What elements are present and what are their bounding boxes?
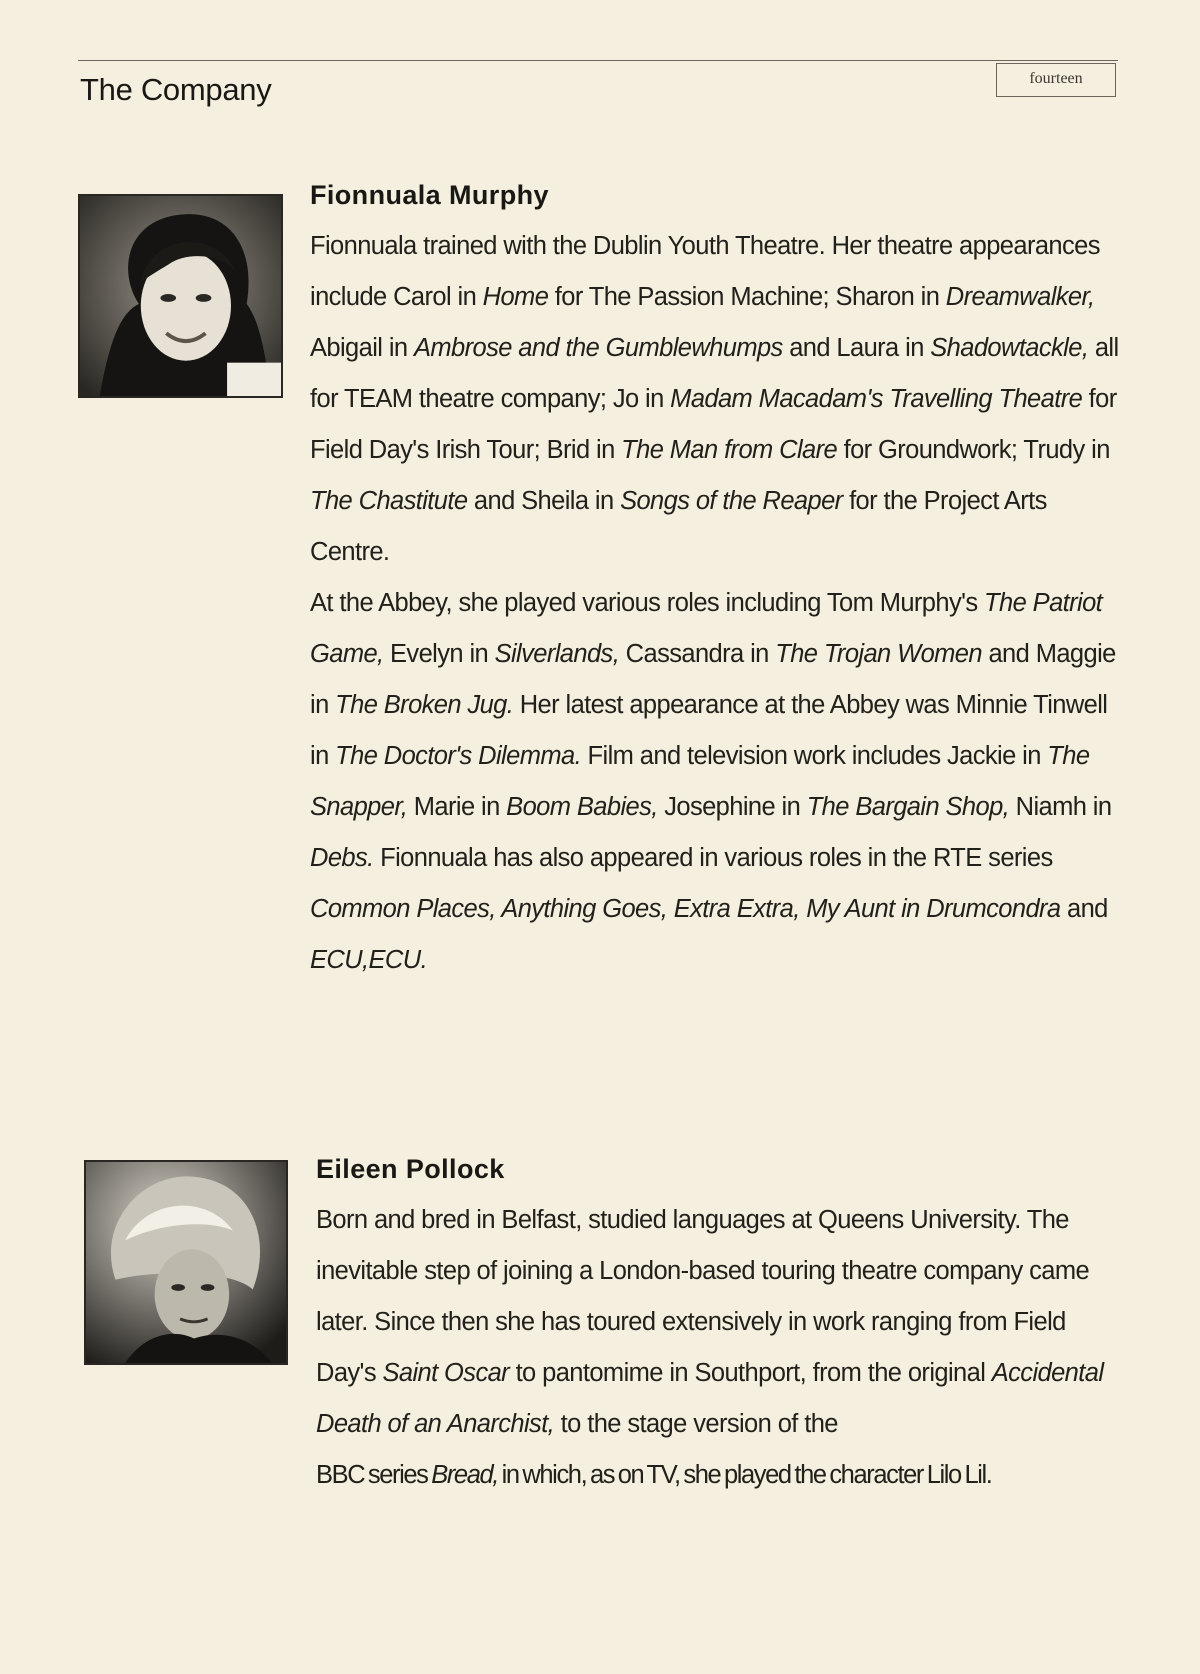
title-italic-run: Saint Oscar [382,1359,510,1387]
title-italic-run: Shadowtackle, [930,334,1089,362]
bio-eileen-pollock [316,1154,1126,1501]
text-run: Marie in [407,793,507,821]
bio-name: Fionnuala Murphy [310,180,549,210]
title-italic-run: Home [482,283,549,311]
title-italic-run: The Snapper, [310,742,1090,821]
title-italic-run: The Doctor's Dilemma. [335,742,582,770]
text-run: Cassandra in [619,640,776,668]
text-run: Fionnuala trained with the Dublin Youth Theatre. Her theatre appearances include Carol in [310,232,1100,311]
title-italic-run: Ambrose and the Gumblewhumps [413,334,783,362]
text-run: Fionnuala has also appeared in various roles in the RTE series [373,844,1053,872]
title-italic-run: The Patriot Game, [310,589,1103,668]
eileen-pollock-photo [84,1160,288,1365]
bio-paragraph [316,1195,1126,1450]
text-run: and Maggie in [310,640,1116,719]
title-italic-run: Bread, [431,1461,498,1489]
text-run: Abigail in [310,334,414,362]
title-italic-run: The Trojan Women [775,640,982,668]
text-run: and Sheila in [467,487,621,515]
text-run: in which, as on TV, she played the character Lilo Lil. [497,1461,992,1489]
text-run: At the Abbey, she played various roles including Tom Murphy's [310,589,985,617]
text-run: to pantomime in Southport, from the original [509,1359,992,1387]
title-italic-run: The Bargain Shop, [806,793,1010,821]
text-run: and [1060,895,1108,923]
header-rule [78,60,1118,61]
text-run: all for TEAM theatre company; Jo in [310,334,1119,413]
text-run: for the Project Arts Centre. [310,487,1047,566]
portrait-photo-icon [80,196,281,396]
text-run: Niamh in [1009,793,1112,821]
title-italic-run: ECU,ECU. [310,946,428,974]
title-italic-run: Boom Babies, [506,793,658,821]
text-run: to the stage version of the [554,1410,838,1438]
bio-fionnuala-murphy [310,180,1120,986]
text-run: Josephine in [657,793,807,821]
title-italic-run: Songs of the Reaper [620,487,843,515]
bio-paragraph [310,221,1120,578]
title-italic-run: Accidental Death of an Anarchist, [316,1359,1104,1438]
text-run: for Groundwork; Trudy in [837,436,1110,464]
title-italic-run: The Broken Jug. [335,691,514,719]
text-run: Film and television work includes Jackie in [581,742,1048,770]
bio-paragraph [316,1450,1126,1501]
text-run: Her latest appearance at the Abbey was Minnie Tinwell in [310,691,1108,770]
title-italic-run: The Man from Clare [621,436,838,464]
text-run: Born and bred in Belfast, studied languages at Queens University. The inevitable step of joining a London-based touring theatre company came later. Since then she has toured extensively in work ranging from Field Day's [316,1206,1090,1387]
title-italic-run: Silverlands, [494,640,620,668]
section-title: The Company [80,72,272,107]
title-italic-run: Common Places, Anything Goes, Extra Extra, My Aunt in Drumcondra [310,895,1061,923]
bio-name: Eileen Pollock [316,1154,505,1184]
portrait-photo-icon [86,1162,286,1363]
title-italic-run: Dreamwalker, [945,283,1095,311]
title-italic-run: Madam Macadam's Travelling Theatre [670,385,1083,413]
title-italic-run: The Chastitute [310,487,468,515]
title-italic-run: Debs. [310,844,374,872]
page-number-box: fourteen [996,63,1116,97]
text-run: BBC series [316,1461,432,1489]
text-run: for The Passion Machine; Sharon in [548,283,946,311]
text-run: and Laura in [782,334,931,362]
text-run: for Field Day's Irish Tour; Brid in [310,385,1117,464]
text-run: Evelyn in [383,640,495,668]
bio-paragraph [310,578,1120,986]
fionnuala-murphy-photo [78,194,283,398]
